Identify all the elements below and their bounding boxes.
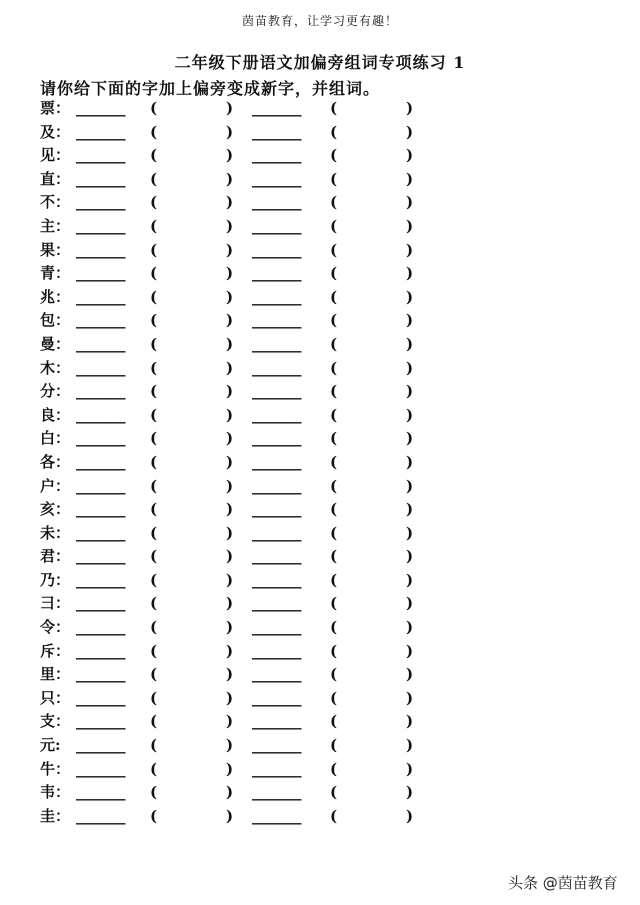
base-character: 果： (40, 240, 71, 259)
watermark-footer: 头条 @茵苗教育 (508, 874, 618, 892)
answer-blank-1[interactable]: _______ (76, 405, 125, 424)
answer-blank-2[interactable]: _______ (252, 240, 301, 259)
paren-open-1: ( (150, 99, 158, 117)
base-character: 支： (40, 712, 71, 731)
answer-blank-2[interactable]: _______ (252, 688, 301, 707)
exercise-row (40, 309, 600, 333)
base-character: 里： (40, 665, 71, 684)
answer-blank-2[interactable]: _______ (252, 193, 301, 212)
paren-open-2: ( (330, 169, 338, 188)
answer-blank-2[interactable]: _______ (252, 122, 301, 141)
worksheet-title: 二年级下册语文加偏旁组词专项练习 1 (174, 53, 466, 72)
answer-blank-1[interactable]: _______ (76, 570, 125, 589)
base-character: 兆： (40, 287, 71, 306)
paren-open-2: ( (330, 405, 338, 424)
exercise-row (40, 687, 600, 711)
exercise-row (40, 121, 600, 145)
base-character: 亥： (40, 500, 71, 519)
paren-open-2: ( (330, 570, 338, 589)
paren-open-2: ( (330, 240, 338, 259)
paren-close-1: ) (226, 122, 234, 141)
paren-close-2: ) (406, 712, 414, 731)
paren-open-1: ( (150, 122, 158, 141)
exercise-row (40, 286, 600, 310)
paren-open-1: ( (150, 523, 158, 542)
paren-open-1: ( (150, 594, 158, 613)
paren-open-2: ( (330, 429, 338, 448)
paren-close-2: ) (406, 736, 414, 755)
paren-close-1: ) (226, 712, 234, 731)
paren-open-2: ( (330, 216, 338, 235)
paren-close-1: ) (226, 476, 234, 495)
paren-open-1: ( (150, 665, 158, 684)
paren-open-1: ( (150, 287, 158, 306)
base-character: 各： (40, 452, 71, 471)
paren-close-2: ) (406, 146, 414, 165)
answer-blank-2[interactable]: _______ (252, 429, 301, 448)
answer-blank-2[interactable]: _______ (252, 500, 301, 519)
answer-blank-1[interactable]: _______ (76, 382, 125, 401)
paren-open-1: ( (150, 382, 158, 401)
answer-blank-2[interactable]: _______ (252, 570, 301, 589)
exercise-row (40, 333, 600, 357)
paren-close-1: ) (226, 146, 234, 165)
base-character: 见： (40, 146, 71, 165)
base-character: 元: (40, 736, 61, 755)
answer-blank-1[interactable]: _______ (76, 806, 125, 825)
paren-close-2: ) (406, 334, 414, 353)
answer-blank-1[interactable]: _______ (76, 429, 125, 448)
paren-open-1: ( (150, 547, 158, 566)
paren-close-2: ) (406, 570, 414, 589)
instruction-text: 请你给下面的字加上偏旁变成新字，并组词。 (40, 79, 381, 98)
paren-open-1: ( (150, 429, 158, 448)
base-character: 分： (40, 382, 71, 401)
paren-open-2: ( (330, 382, 338, 401)
answer-blank-1[interactable]: _______ (76, 216, 125, 235)
paren-open-1: ( (150, 146, 158, 165)
exercise-row (40, 427, 600, 451)
exercise-row (40, 144, 600, 168)
paren-open-1: ( (150, 311, 158, 330)
answer-blank-2[interactable]: _______ (252, 287, 301, 306)
answer-blank-1[interactable]: _______ (76, 264, 125, 283)
answer-blank-1[interactable]: _______ (76, 476, 125, 495)
answer-blank-1[interactable]: _______ (76, 500, 125, 519)
paren-open-1: ( (150, 169, 158, 188)
paren-open-2: ( (330, 452, 338, 471)
exercise-row (40, 97, 600, 121)
answer-blank-1[interactable]: _______ (76, 523, 125, 542)
paren-open-2: ( (330, 618, 338, 637)
answer-blank-1[interactable]: _______ (76, 618, 125, 637)
base-character: 只： (40, 688, 71, 707)
paren-close-2: ) (406, 500, 414, 519)
paren-close-1: ) (226, 405, 234, 424)
paren-close-2: ) (406, 688, 414, 707)
exercise-row (40, 404, 600, 428)
paren-open-1: ( (150, 452, 158, 471)
base-character: 斥： (40, 641, 71, 660)
paren-close-1: ) (226, 216, 234, 235)
paren-close-2: ) (406, 523, 414, 542)
base-character: 良： (40, 405, 71, 424)
exercise-row (40, 640, 600, 664)
paren-open-1: ( (150, 405, 158, 424)
base-character: 韦： (40, 783, 71, 802)
paren-open-1: ( (150, 570, 158, 589)
answer-blank-1[interactable]: _______ (76, 334, 125, 353)
paren-open-2: ( (330, 594, 338, 613)
exercise-row (40, 592, 600, 616)
answer-blank-2[interactable]: _______ (252, 452, 301, 471)
paren-close-1: ) (226, 688, 234, 707)
answer-blank-2[interactable]: _______ (252, 311, 301, 330)
page-header: 茵苗教育，让学习更有趣！ (241, 14, 398, 28)
paren-close-1: ) (226, 500, 234, 519)
paren-open-2: ( (330, 476, 338, 495)
paren-close-1: ) (226, 334, 234, 353)
exercise-row (40, 522, 600, 546)
paren-open-1: ( (150, 783, 158, 802)
paren-close-1: ) (226, 547, 234, 566)
base-character: 君： (40, 547, 71, 566)
exercise-row (40, 380, 600, 404)
exercise-row (40, 805, 600, 829)
answer-blank-1[interactable]: _______ (76, 193, 125, 212)
paren-close-2: ) (406, 122, 414, 141)
answer-blank-1[interactable]: _______ (76, 287, 125, 306)
paren-close-1: ) (226, 641, 234, 660)
paren-open-1: ( (150, 334, 158, 353)
answer-blank-1[interactable]: _______ (76, 783, 125, 802)
exercise-row (40, 262, 600, 286)
base-character: 牛： (40, 759, 71, 778)
exercise-row (40, 357, 600, 381)
exercise-row (40, 451, 600, 475)
paren-open-2: ( (330, 806, 338, 825)
base-character: 未： (40, 523, 71, 542)
paren-close-2: ) (406, 806, 414, 825)
paren-open-2: ( (330, 688, 338, 707)
paren-open-1: ( (150, 618, 158, 637)
paren-close-2: ) (406, 169, 414, 188)
answer-blank-2[interactable]: _______ (252, 382, 301, 401)
paren-close-2: ) (406, 287, 414, 306)
paren-open-1: ( (150, 806, 158, 825)
paren-open-2: ( (330, 311, 338, 330)
paren-open-2: ( (330, 146, 338, 165)
answer-blank-1[interactable]: _______ (76, 736, 125, 755)
base-character: 户： (40, 476, 71, 495)
answer-blank-1[interactable]: _______ (76, 122, 125, 141)
exercise-row (40, 616, 600, 640)
base-character: 直： (40, 169, 71, 188)
exercise-row (40, 781, 600, 805)
paren-open-1: ( (150, 688, 158, 707)
base-character: 乃： (40, 570, 71, 589)
paren-open-2: ( (330, 665, 338, 684)
paren-open-1: ( (150, 641, 158, 660)
answer-blank-2[interactable]: _______ (252, 547, 301, 566)
paren-close-2: ) (406, 382, 414, 401)
paren-open-2: ( (330, 193, 338, 212)
paren-open-1: ( (150, 216, 158, 235)
paren-close-2: ) (406, 264, 414, 283)
paren-open-1: ( (150, 358, 158, 377)
base-character: 木： (40, 358, 71, 377)
base-character: 包： (40, 311, 71, 330)
paren-close-1: ) (226, 783, 234, 802)
paren-open-2: ( (330, 523, 338, 542)
answer-blank-2[interactable]: _______ (252, 405, 301, 424)
exercise-row (40, 569, 600, 593)
exercise-row (40, 734, 600, 758)
paren-close-2: ) (406, 193, 414, 212)
answer-blank-2[interactable]: _______ (252, 618, 301, 637)
answer-blank-1[interactable]: _______ (76, 169, 125, 188)
answer-blank-2[interactable]: _______ (252, 216, 301, 235)
paren-open-2: ( (330, 712, 338, 731)
answer-blank-2[interactable]: _______ (252, 334, 301, 353)
paren-close-1: ) (226, 523, 234, 542)
paren-open-2: ( (330, 122, 338, 141)
paren-close-2: ) (406, 240, 414, 259)
paren-close-1: ) (226, 99, 234, 117)
answer-blank-1[interactable]: _______ (76, 641, 125, 660)
paren-open-2: ( (330, 264, 338, 283)
answer-blank-1[interactable]: _______ (76, 99, 125, 117)
answer-blank-2[interactable]: _______ (252, 712, 301, 731)
paren-close-2: ) (406, 618, 414, 637)
answer-blank-2[interactable]: _______ (252, 99, 301, 117)
answer-blank-2[interactable]: _______ (252, 523, 301, 542)
base-character: 主： (40, 216, 71, 235)
answer-blank-2[interactable]: _______ (252, 665, 301, 684)
answer-blank-1[interactable]: _______ (76, 358, 125, 377)
answer-blank-1[interactable]: _______ (76, 547, 125, 566)
exercise-row (40, 215, 600, 239)
answer-blank-2[interactable]: _______ (252, 759, 301, 778)
paren-close-1: ) (226, 594, 234, 613)
answer-blank-2[interactable]: _______ (252, 594, 301, 613)
paren-open-1: ( (150, 193, 158, 212)
paren-close-1: ) (226, 240, 234, 259)
base-character: 青： (40, 264, 71, 283)
paren-close-2: ) (406, 405, 414, 424)
exercise-row (40, 475, 600, 499)
answer-blank-1[interactable]: _______ (76, 594, 125, 613)
paren-close-1: ) (226, 287, 234, 306)
paren-open-1: ( (150, 264, 158, 283)
paren-open-2: ( (330, 334, 338, 353)
exercise-row (40, 239, 600, 263)
answer-blank-2[interactable]: _______ (252, 476, 301, 495)
paren-close-2: ) (406, 311, 414, 330)
base-character: 白： (40, 429, 71, 448)
base-character: 票： (40, 99, 71, 117)
paren-close-1: ) (226, 618, 234, 637)
answer-blank-1[interactable]: _______ (76, 311, 125, 330)
paren-open-1: ( (150, 240, 158, 259)
paren-close-1: ) (226, 759, 234, 778)
paren-close-2: ) (406, 452, 414, 471)
paren-close-2: ) (406, 759, 414, 778)
paren-open-2: ( (330, 759, 338, 778)
base-character: 圭： (40, 806, 71, 825)
paren-close-1: ) (226, 169, 234, 188)
answer-blank-2[interactable]: _______ (252, 264, 301, 283)
paren-open-2: ( (330, 736, 338, 755)
paren-open-1: ( (150, 476, 158, 495)
paren-open-2: ( (330, 287, 338, 306)
answer-blank-2[interactable]: _______ (252, 736, 301, 755)
paren-open-1: ( (150, 759, 158, 778)
paren-open-2: ( (330, 500, 338, 519)
paren-close-2: ) (406, 665, 414, 684)
answer-blank-2[interactable]: _______ (252, 146, 301, 165)
paren-close-2: ) (406, 783, 414, 802)
paren-open-2: ( (330, 99, 338, 117)
paren-open-1: ( (150, 736, 158, 755)
paren-close-2: ) (406, 547, 414, 566)
paren-close-1: ) (226, 806, 234, 825)
paren-open-2: ( (330, 358, 338, 377)
exercise-row (40, 168, 600, 192)
answer-blank-2[interactable]: _______ (252, 783, 301, 802)
base-character: 及： (40, 122, 71, 141)
base-character: 曼： (40, 334, 71, 353)
paren-close-1: ) (226, 736, 234, 755)
exercise-row (40, 191, 600, 215)
exercise-list (40, 97, 600, 828)
paren-close-2: ) (406, 358, 414, 377)
paren-close-1: ) (226, 429, 234, 448)
base-character: 不： (40, 193, 71, 212)
answer-blank-1[interactable]: _______ (76, 240, 125, 259)
paren-close-2: ) (406, 594, 414, 613)
answer-blank-1[interactable]: _______ (76, 688, 125, 707)
answer-blank-2[interactable]: _______ (252, 641, 301, 660)
paren-open-2: ( (330, 783, 338, 802)
paren-close-1: ) (226, 311, 234, 330)
paren-close-1: ) (226, 264, 234, 283)
exercise-row (40, 758, 600, 782)
paren-close-1: ) (226, 665, 234, 684)
answer-blank-1[interactable]: _______ (76, 452, 125, 471)
answer-blank-2[interactable]: _______ (252, 169, 301, 188)
answer-blank-1[interactable]: _______ (76, 146, 125, 165)
paren-close-2: ) (406, 216, 414, 235)
paren-close-1: ) (226, 193, 234, 212)
answer-blank-1[interactable]: _______ (76, 712, 125, 731)
paren-close-2: ) (406, 641, 414, 660)
paren-close-2: ) (406, 99, 414, 117)
answer-blank-1[interactable]: _______ (76, 759, 125, 778)
exercise-row (40, 498, 600, 522)
paren-open-2: ( (330, 547, 338, 566)
base-character: 令： (40, 618, 71, 637)
paren-close-1: ) (226, 382, 234, 401)
exercise-row (40, 710, 600, 734)
paren-open-2: ( (330, 641, 338, 660)
paren-close-1: ) (226, 570, 234, 589)
paren-close-1: ) (226, 358, 234, 377)
exercise-row (40, 663, 600, 687)
exercise-row (40, 545, 600, 569)
answer-blank-2[interactable]: _______ (252, 358, 301, 377)
paren-open-1: ( (150, 500, 158, 519)
paren-close-2: ) (406, 476, 414, 495)
paren-close-1: ) (226, 452, 234, 471)
paren-open-1: ( (150, 712, 158, 731)
base-character: 彐： (40, 594, 71, 613)
answer-blank-1[interactable]: _______ (76, 665, 125, 684)
answer-blank-2[interactable]: _______ (252, 806, 301, 825)
paren-close-2: ) (406, 429, 414, 448)
